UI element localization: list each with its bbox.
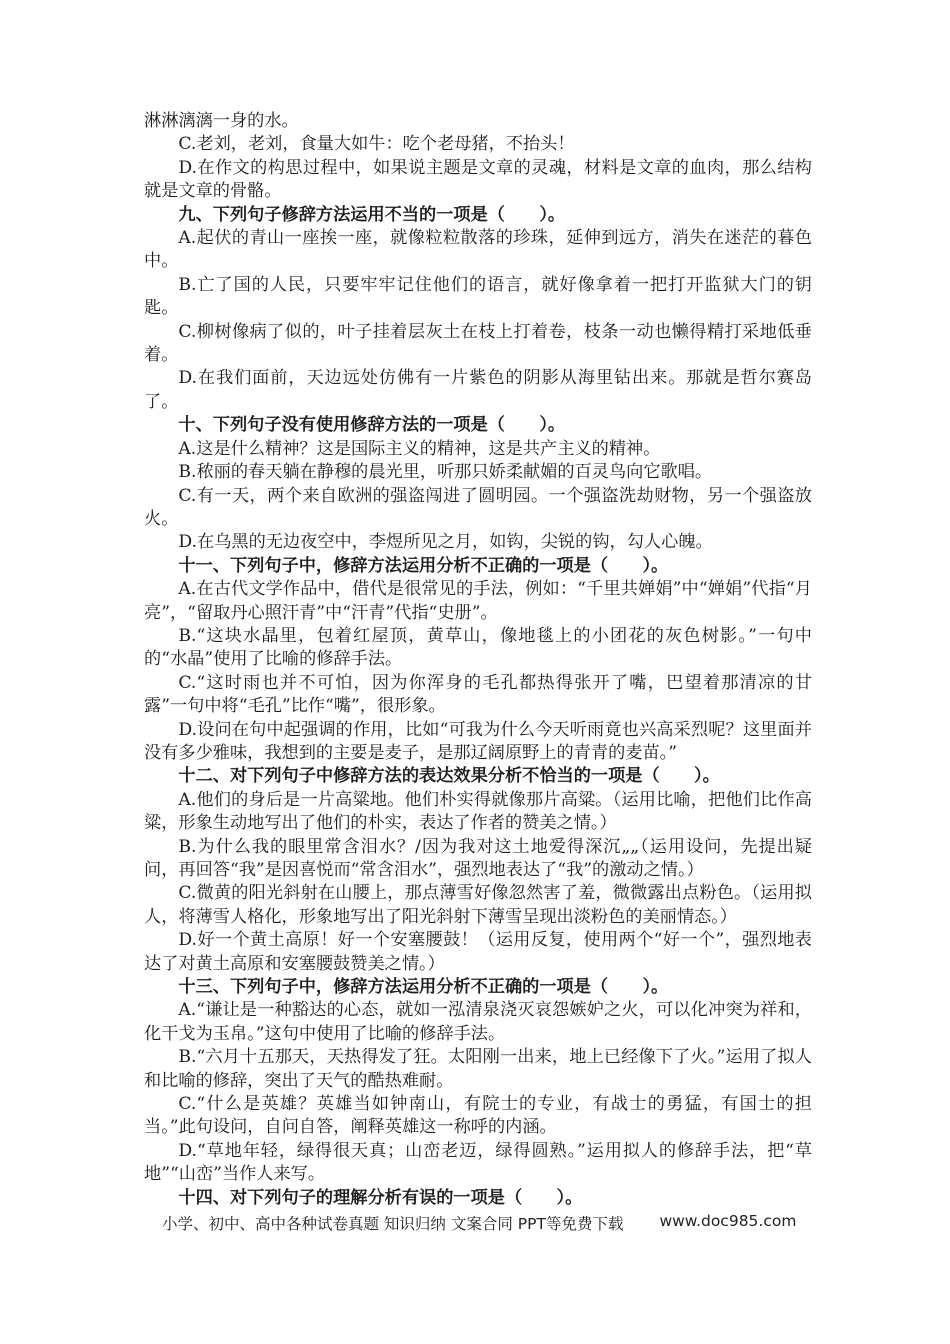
question-13-option-d: D.“草地年轻，绿得很天真；山峦老迈，绿得圆熟。”运用拟人的修辞手法，把“草地”“山峦”当作人来写。: [144, 1140, 812, 1185]
question-9-option-c: C.柳树像病了似的，叶子挂着层灰土在枝上打着卷，枝条一动也懒得精打采地低垂着。: [144, 321, 812, 366]
question-12-option-b: B.为什么我的眼里常含泪水？/因为我对这土地爱得深沉„„（运用设问，先提出疑问，再回答“我”是因喜悦而“常含泪水”，强烈地表达了“我”的激动之情。）: [144, 836, 812, 880]
question-12-option-d: D.好一个黄土高原！好一个安塞腰鼓！（运用反复，使用两个“好一个”，强烈地表达了对黄土高原和安塞腰鼓赞美之情。）: [144, 930, 812, 974]
question-11-option-a: A.在古代文学作品中，借代是很常见的手法，例如：“千里共婵娟”中“婵娟”代指“月亮”，“留取丹心照汗青”中“汗青”代指“史册”。: [144, 579, 812, 623]
question-10-option-c: C.有一天，两个来自欧洲的强盗闯进了圆明园。一个强盗洗劫财物，另一个强盗放火。: [144, 485, 812, 529]
question-12-title: 十二、对下列句子中修辞方法的表达效果分析不恰当的一项是（ ）。: [178, 766, 720, 787]
question-13-title: 十三、下列句子中，修辞方法运用分析不正确的一项是（ ）。: [178, 977, 669, 998]
footer-site-link[interactable]: www.doc985.com: [659, 1212, 797, 1230]
question-10-option-d: D.在乌黑的无边夜空中，李煜所见之月，如钩，尖锐的钩，勾人心魄。: [178, 532, 713, 553]
option-d-prev: D.在作文的构思过程中，如果说主题是文章的灵魂，材料是文章的血肉，那么结构就是文章的骨骼。: [144, 157, 812, 202]
option-c-prev: C.老刘，老刘，食量大如牛：吃个老母猪，不抬头！: [178, 134, 575, 155]
page-footer: [162, 1212, 802, 1234]
question-12-option-a: A.他们的身后是一片高粱地。他们朴实得就像那片高粱。（运用比喻，把他们比作高粱，形象生动地写出了他们的朴实，表达了作者的赞美之情。）: [144, 789, 812, 834]
question-11-option-d: D.设问在句中起强调的作用，比如“可我为什么今天听雨竟也兴高采烈呢？这里面并没有多少雅味，我想到的主要是麦子，是那辽阔原野上的青青的麦苗。”: [144, 719, 812, 763]
question-12-option-c: C.微黄的阳光斜射在山腰上，那点薄雪好像忽然害了羞，微微露出点粉色。（运用拟人，将薄雪人格化，形象地写出了阳光斜射下薄雪呈现出淡粉色的美丽情态。）: [144, 883, 812, 927]
question-9-option-a: A.起伏的青山一座挨一座，就像粒粒散落的珍珠，延伸到远方，消失在迷茫的暮色中。: [144, 228, 812, 272]
question-13-option-c: C.“什么是英雄？英雄当如钟南山，有院士的专业，有战士的勇猛，有国士的担当。”此句设问，自问自答，阐释英雄这一称呼的内涵。: [144, 1094, 812, 1138]
footer-text: 小学、初中、高中各种试卷真题 知识归纳 文案合同 PPT等免费下载: [162, 1215, 624, 1233]
question-14-title: 十四、对下列句子的理解分析有误的一项是（ ）。: [178, 1187, 583, 1208]
question-10-option-b: B.秾丽的春天躺在静穆的晨光里，听那只娇柔献媚的百灵鸟向它歌唱。: [178, 462, 713, 483]
question-10-title: 十、下列句子没有使用修辞方法的一项是（ ）。: [178, 415, 566, 436]
question-11-title: 十一、下列句子中，修辞方法运用分析不正确的一项是（ ）。: [178, 555, 669, 576]
question-10-option-a: A.这是什么精神？这是国际主义的精神，这是共产主义的精神。: [178, 438, 661, 459]
question-9-title: 九、下列句子修辞方法运用不当的一项是（ ）。: [178, 204, 566, 225]
question-13-option-a: A.“谦让是一种豁达的心态，就如一泓清泉浇灭哀怨嫉妒之火，可以化冲突为祥和，化干戈为玉帛。”这句中使用了比喻的修辞手法。: [144, 1000, 812, 1044]
question-9-option-b: B.亡了国的人民，只要牢牢记住他们的语言，就好像拿着一把打开监狱大门的钥匙。: [144, 274, 812, 319]
question-9-option-d: D.在我们面前，天边远处仿佛有一片紫色的阴影从海里钻出来。那就是哲尔赛岛了。: [144, 368, 812, 412]
question-11-option-b: B.“这块水晶里，包着红屋顶，黄草山，像地毯上的小团花的灰色树影。”一句中的“水晶”使用了比喻的修辞手法。: [144, 625, 812, 670]
paragraph-continuation: 淋淋漓漓一身的水。: [144, 111, 299, 131]
question-13-option-b: B.“六月十五那天，天热得发了狂。太阳刚一出来，地上已经像下了火。”运用了拟人和比喻的修辞，突出了天气的酷热难耐。: [144, 1047, 812, 1091]
question-11-option-c: C.“这时雨也并不可怕，因为你浑身的毛孔都热得张开了嘴，巴望着那清凉的甘露”一句中将“毛孔”比作“嘴”，很形象。: [144, 672, 812, 717]
document-body: [144, 110, 812, 1210]
